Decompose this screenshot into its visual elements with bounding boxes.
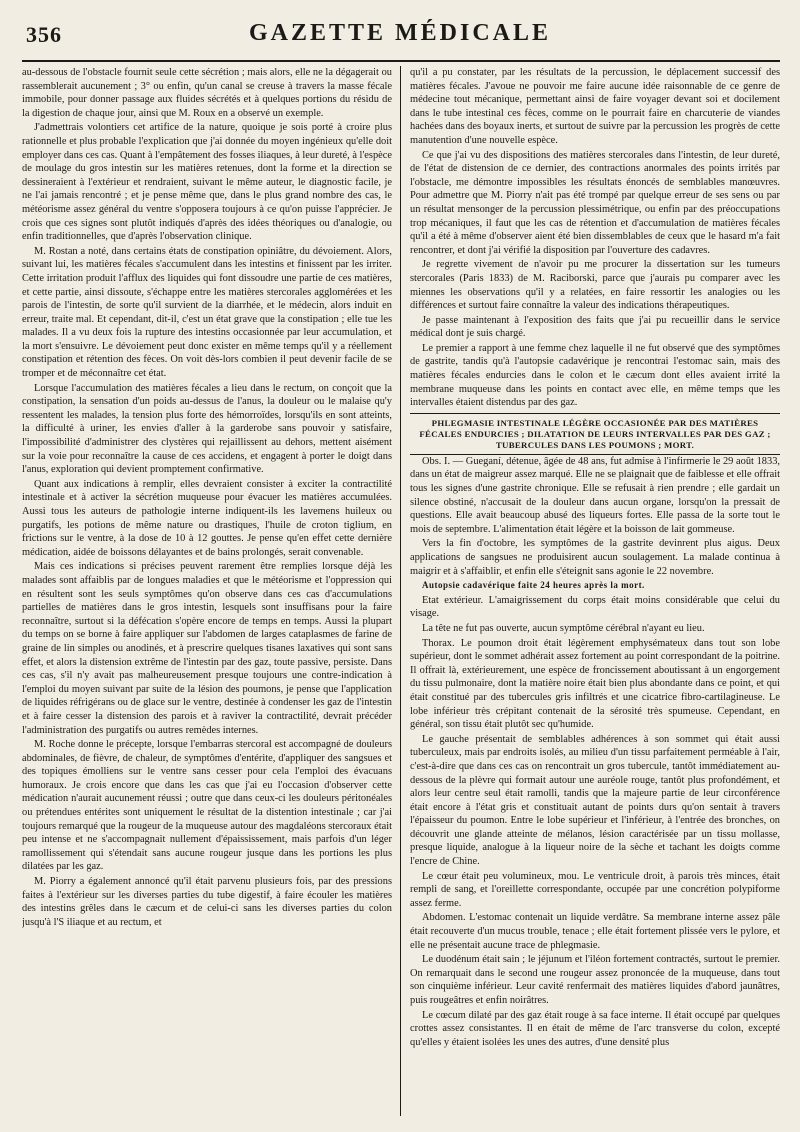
paragraph: M. Piorry a également annoncé qu'il était parvenu plusieurs fois, par des pressions faites à l'extérieur sur les diverses parties du tube digestif, à faire écouler les matières des intestins grêles dans le cæcum et de celui-ci sans les diverses parties du colon jusqu'à l'S iliaque et au rectum, et bbox=[22, 876, 392, 928]
paragraph: La tête ne fut pas ouverte, aucun symptôme cérébral n'ayant eu lieu. bbox=[422, 622, 705, 634]
header-rule bbox=[22, 60, 780, 62]
paragraph: qu'il a pu constater, par les résultats de la percussion, le déplacement successif des matières fécales. J'avoue ne pouvoir me faire aucune idée raisonnable de ce genre de médecine tout mécanique, permettant ainsi de faire voyager devant soi et docilement dans le tube intestinal ces fèces, comme on le pourrait faire en charcuterie de viandes hachées dans des boyaux inerts, et surtout de suivre par la percussion les progrès de cette manutention d'une nouvelle espèce. bbox=[410, 67, 780, 146]
paragraph: M. Rostan a noté, dans certains états de constipation opiniâtre, du dévoiement. Alors, suivant lui, les matières fécales s'accumulent dans les intestins et finissent par les irriter. Cette irritation produit l'afflux des liquides qui font dissoudre une partie de ces matières, et cette partie, ainsi dissoute, s'échappe entre les matières stercorales agglomérées et les parois de l'intestin, de sorte qu'il survient de la diarrhée, et le médecin, alors induit en erreur, traite mal. Et cependant, dit-il, c'est un état grave que la constipation ; elle tue les malades. Il a vu deux fois la rupture des intestins occasionnée par leur accumulation, et la mort s'ensuivre. Le dévoiement peut donc exister en même temps qu'il y a réellement constipation et rétention des fèces. On voit dès-lors combien il peut devenir facile de se tromper et de méconnaître cet état. bbox=[22, 245, 392, 380]
paragraph: Le gauche présentait de semblables adhérences à son sommet qui était aussi tuberculeux, mais par endroits isolés, au milieu d'un tissu parfaitement perméable à l'air, c'est-à-dire que dans ces cas on rencontrait un gros tubercule, tantôt immédiatement au-dessous de la plèvre qui formait autour une auréole rouge, tantôt plus profondément, et alors leur centre seul était ramolli, tandis que la majeure partie de leur circonférence était encore à l'état gris et constituait autant de points durs qu'on sentait à travers l'épaisseur du poumon. Entre le lobe supérieur et l'inférieur, à l'entrée des bronches, on découvrit une glande atteinte de mélanos, lésion caractérisée par un tissu mollasse, presque liquide, analogue à la liqueur noire de la sèche et tachant les doigts comme l'encre de Chine. bbox=[410, 733, 780, 868]
paragraph: J'admettrais volontiers cet artifice de la nature, quoique je sois porté à croire plus rationnelle et plus probable l'explication que j'ai donnée du moyen ingénieux qu'elle doit employer dans ces cas. Quant à l'empâtement des fosses iliaques, à leur dureté, à l'espèce de moulage du gros intestin sur les matières retenues, dont la forme et la direction se dessineraient à l'extérieur et rendraient, suivant le même auteur, le diagnostic facile, je ne l'ai jamais rencontré ; et je pense même que, dans le plus grand nombre des cas, le météorisme assez général du ventre s'opposera toujours à ce qu'on puisse l'apprécier. Je crois que ces signes sont plutôt indiqués d'après des idées théoriques ou d'analogie, ou enfin traditionnelles, que d'après l'observation clinique. bbox=[22, 122, 392, 243]
paragraph: Obs. I. — Gueganí, détenue, âgée de 48 ans, fut admise à l'infirmerie le 29 août 1833, dans un état de maigreur assez marqué. Elle ne se plaignait que de faiblesse et elle offrait tous les signes d'une gastrite chronique. Elle se refusait à rien prendre ; elle gardait un silence obstiné, n'accusait de la douleur dans aucun organe, lorsqu'on la pressait de questions. Elle avait beaucoup abusé des liqueurs fortes. Elle passa de la sorte tout le mois de septembre. L'alimentation était légère et la boisson de lait gommeuse. bbox=[410, 455, 780, 535]
column-divider bbox=[400, 66, 401, 1116]
paragraph: Quant aux indications à remplir, elles devraient consister à exciter la contractilité intestinale et à activer la sécrétion muqueuse pour évacuer les matières accumulées. Aussi tous les auteurs de pathologie interne indiquent-ils les lavemens huileux ou purgatifs, les potions de même nature ou drastiques, l'huile de croton tiglium, en frictions sur le ventre, à la dose de 10 à 12 gouttes. Je pense qu'en effet cette dernière médication, aidée de boissons délayantes et de bains prolongés, serait convenable. bbox=[22, 478, 392, 558]
left-column bbox=[22, 66, 392, 1120]
paragraph: Le cœcum dilaté par des gaz était rouge à sa face interne. Il était occupé par quelques crottes assez consistantes. Il en était de même de l'arc transverse du colon, excepté qu'elles y étaient isolées les unes des autres, d'une densité plus bbox=[410, 1009, 780, 1048]
paragraph: Le premier a rapport à une femme chez laquelle il ne fut observé que des symptômes de gastrite, tandis qu'à l'autopsie cadavérique je rencontrai l'estomac sain, mais des matières fécales endurcies dans le colon et le cæcum dont elles avaient irrité la membrane muqueuse dans les points en contact avec elle, en même temps que les intervalles étaient distendus par des gaz. bbox=[410, 342, 780, 409]
paragraph: Le cœur était peu volumineux, mou. Le ventricule droit, à parois très minces, était rempli de sang, et l'oreillette correspondante, occupée par une concrétion polypiforme assez ferme. bbox=[410, 870, 780, 909]
paragraph: Ce que j'ai vu des dispositions des matières stercorales dans l'intestin, de leur dureté, de l'état de distension de ce dernier, des contractions anormales des points irrités par l'obstacle, me démontre impossibles les résultats énoncés de semblables manœuvres. Pour admettre que M. Piorry n'ait pas été trompé par quelque erreur de ses sens ou par un résultat mensonger de la percussion plessimétrique, ou enfin par des préoccupations trop mécaniques, il faut que les cas de rétention et d'accumulation de matières fécales qu'il a été à même d'observer aient été bien dissemblables de ceux que le hasard m'a fait rencontrer, et dont j'ai vérifié la disposition par l'ouverture des cadavres. bbox=[410, 149, 780, 256]
paragraph: au-dessous de l'obstacle fournit seule cette sécrétion ; mais alors, elle ne la dégagerait ou rassemblerait aucunement ; 3° ou enfin, qu'un canal se creuse à travers la masse fécale immobile, pour donner passage aux fluides sécrétés et à quelques portions du résidu de la digestion de chaque jour, ainsi que M. Roux en a observé un exemple. bbox=[22, 67, 392, 119]
paragraph: Thorax. Le poumon droit était légèrement emphysémateux dans tout son lobe supérieur, dont le sommet adhérait assez fortement au point correspondant de la poitrine. Il offrait là, extérieurement, une espèce de froncissement aboutissant à un engorgement du tissu pulmonaire, dont la matière noire était bien plus abondante dans ce point, et qui était constitué par des tubercules gris infiltrés et une cicatrice fibro-cartilagineuse. Le lobe inférieur très crépitant contenait de la sérosité très spumeuse. Cependant, en général, son tissu était plutôt sec qu'humide. bbox=[410, 637, 780, 731]
page-header bbox=[20, 18, 780, 48]
autopsy-heading: Autopsie cadavérique faite 24 heures après la mort. bbox=[422, 580, 645, 591]
paragraph: Le duodénum était sain ; le jéjunum et l'iléon fortement contractés, surtout le premier. On remarquait dans le second une rougeur assez prononcée de la muqueuse, dans tout son cinquième inférieur. Leur cavité renfermait des matières liquides d'abord jaunâtres, puis rougeâtres et enfin noirâtres. bbox=[410, 954, 780, 1006]
paragraph: Je regrette vivement de n'avoir pu me procurer la dissertation sur les tumeurs stercorales (Paris 1833) de M. Raciborski, parce que j'aurais pu comparer avec les miennes les observations qu'il y a relatées, en faire ressortir les analogies ou les différences et surtout faire connaître la valeur des indications thérapeutiques. bbox=[410, 259, 780, 312]
paragraph: Vers la fin d'octobre, les symptômes de la gastrite devinrent plus aigus. Deux applications de sangsues ne produisirent aucun soulagement. La malade continua à maigrir et à s'affaiblir, et enfin elle s'éteignit sans agonie le 22 novembre. bbox=[410, 538, 780, 577]
page-number: 356 bbox=[26, 22, 62, 47]
paragraph: Lorsque l'accumulation des matières fécales a lieu dans le rectum, on conçoit que la constipation, la sensation d'un poids au-dessus de l'anus, la douleur ou le malaise qu'y ressentent les malades, la tension plus forte des hémorroïdes, lorsqu'ils en sont atteints, la difficulté à uriner, les envies d'aller à la garderobe sans pouvoir y satisfaire, l'impossibilité d'administrer des clystères qui rejaillissent au dehors, mettent aisément sur la voie pour reconnaître la cause de ces accidens, et engagent à porter le doigt dans l'anus, exploration qui devient promptement confirmative. bbox=[22, 382, 392, 476]
section-heading: PHLEGMASIE INTESTINALE LÉGÈRE OCCASIONÉE PAR DES MATIÈRES FÉCALES ENDURCIES ; DILATATION DE LEURS INTERVALLES PAR DES GAZ ; TUBERCULES DANS LES POUMONS ; MORT. bbox=[419, 417, 771, 450]
paragraph: Abdomen. L'estomac contenait un liquide verdâtre. Sa membrane interne assez pâle était recouverte d'un mucus trouble, tenace ; elle était fortement plissée vers le pylore, et elle ne présentait aucune trace de phlegmasie. bbox=[410, 912, 780, 951]
paragraph: M. Roche donne le précepte, lorsque l'embarras stercoral est accompagné de douleurs abdominales, de fièvre, de chaleur, de symptômes d'entérite, d'appliquer des sangsues et des topiques émolliens sur le ventre sans cesser pour cela l'emploi des évacuans humoraux. Je crois encore que dans les cas que j'ai eu l'occasion d'observer cette médication n'aurait aucunement réussi ; outre que dans ceux-ci les douleurs péritonéales ou prétendues entérites sont uniquement le résultat de la distention intestinale ; car j'ai toujours remarqué que la rougeur de la muqueuse autour des magdaléons stercoraux était peu intense et ne s'accompagnait nullement d'épaississement, mais parfois d'un léger ramollissement qui s'étendait sans aucune rougeur jusque dans les portions les plus dilatées par les gaz. bbox=[22, 739, 392, 873]
paragraph: Etat extérieur. L'amaigrissement du corps était moins considérable que celui du visage. bbox=[410, 594, 780, 620]
paragraph: Je passe maintenant à l'exposition des faits que j'ai pu recueillir dans le service médical dont je suis chargé. bbox=[410, 314, 780, 340]
paragraph: Mais ces indications si précises peuvent rarement être remplies lorsque déjà les malades sont affaiblis par de longues maladies et que le météorisme et l'oppression qui en résultent sont les seuls symptômes qu'on observe dans ces cas d'accumulations partielles de matières dans le gros intestin, lesquels sont insuffisans pour la faire reconnaître, surtout si la défécation s'opère encore de temps en temps. Aussi la plupart du temps on se borne à faire appliquer sur l'abdomen de larges cataplasmes de farine de graine de lin simples ou anodinés, et à prescrire quelques tisanes laxatives qui sont sans effet, et alors la distension extrême de l'intestin par des gaz, toute passive, persiste. Dans ces cas, s'il n'y avait pas malheureusement presque toujours une contre-indication à l'emploi du moyen suivant par suite de la lésion des poumons, je pense que l'application de liquides réfrigérans ou de glace sur le ventre, destinée à condenser les gaz de l'intestin et à faire cesser la distension des parois et à raviver la contractilité, devrait précéder l'administration des purgatifs ou autres remèdes internes. bbox=[22, 561, 392, 736]
section-rule bbox=[410, 413, 780, 414]
journal-title: GAZETTE MÉDICALE bbox=[248, 20, 552, 46]
right-column bbox=[410, 66, 780, 1120]
